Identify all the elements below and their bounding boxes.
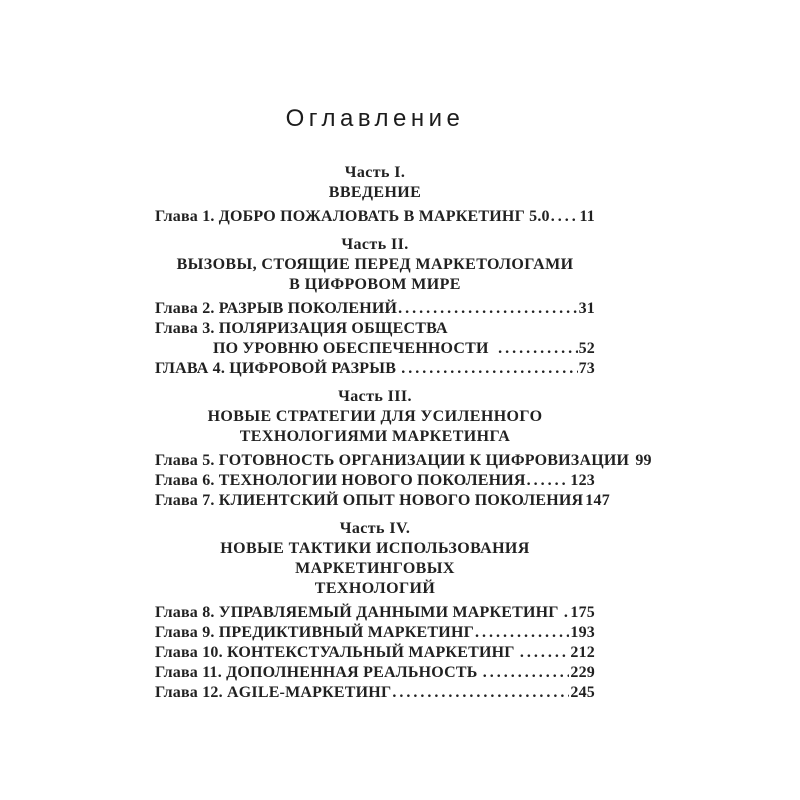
part-1-entries	[155, 207, 595, 227]
part-2-entries	[155, 299, 595, 379]
toc-entry-chapter-7	[155, 491, 610, 511]
toc-entry-chapter-12	[155, 683, 595, 703]
toc-part-2	[155, 235, 595, 379]
toc-entry-chapter-8	[155, 603, 595, 623]
entry-label: Глава 3. ПОЛЯРИЗАЦИЯ ОБЩЕСТВА	[155, 320, 448, 337]
part-2-title-line: ВЫЗОВЫ, СТОЯЩИЕ ПЕРЕД МАРКЕТОЛОГАМИ	[176, 256, 574, 273]
content-column	[155, 0, 652, 703]
dot-leader	[564, 603, 570, 623]
entry-continuation: ПО УРОВНЮ ОБЕСПЕЧЕННОСТИ	[213, 340, 498, 357]
entry-label: Глава 2. РАЗРЫВ ПОКОЛЕНИЙ	[155, 300, 398, 317]
toc-entry-chapter-11	[155, 663, 595, 683]
part-3-title-line: ТЕХНОЛОГИЯМИ МАРКЕТИНГА	[239, 428, 511, 445]
entry-page: 193	[570, 624, 595, 641]
entry-page: 175	[570, 604, 595, 621]
entry-page: 229	[570, 664, 595, 681]
entry-label: Глава 1. ДОБРО ПОЖАЛОВАТЬ В МАРКЕТИНГ 5.0	[155, 208, 550, 225]
entry-label: Глава 7. КЛИЕНТСКИЙ ОПЫТ НОВОГО ПОКОЛЕНИЯ	[155, 492, 584, 509]
part-1-heading: Часть I.	[344, 164, 406, 181]
entry-label: Глава 12. AGILE-МАРКЕТИНГ	[155, 684, 392, 701]
toc-entry-chapter-9	[155, 623, 595, 643]
entry-page: 99	[631, 452, 652, 469]
part-4-entries	[155, 603, 595, 703]
part-3-title-line: НОВЫЕ СТРАТЕГИИ ДЛЯ УСИЛЕННОГО	[207, 408, 543, 425]
part-4-heading: Часть IV.	[339, 520, 411, 537]
dot-leader	[398, 299, 577, 319]
entry-page: 212	[570, 644, 595, 661]
part-1-title-line: ВВЕДЕНИЕ	[328, 184, 422, 201]
entry-label: Глава 6. ТЕХНОЛОГИИ НОВОГО ПОКОЛЕНИЯ	[155, 472, 526, 489]
entry-page: 73	[578, 360, 595, 377]
toc-part-1	[155, 163, 595, 227]
dot-leader	[498, 339, 578, 359]
entry-page: 52	[578, 340, 595, 357]
toc-entry-chapter-5	[155, 451, 652, 471]
dot-leader	[401, 359, 577, 379]
dot-leader	[527, 471, 570, 491]
toc-entry-chapter-2	[155, 299, 595, 319]
page-title: Оглавление	[285, 105, 465, 132]
entry-label: Глава 5. ГОТОВНОСТЬ ОРГАНИЗАЦИИ К ЦИФРОВИЗАЦИИ	[155, 452, 630, 469]
entry-label: Глава 10. КОНТЕКСТУАЛЬНЫЙ МАРКЕТИНГ	[155, 644, 519, 661]
entry-page: 11	[579, 208, 595, 225]
toc-entry-chapter-10	[155, 643, 595, 663]
dot-leader	[551, 207, 579, 227]
entry-label: Глава 9. ПРЕДИКТИВНЫЙ МАРКЕТИНГ	[155, 624, 474, 641]
part-3-heading: Часть III.	[338, 388, 412, 405]
dot-leader	[520, 643, 570, 663]
toc-entry-chapter-3-line-2	[155, 339, 595, 359]
entry-label: ГЛАВА 4. ЦИФРОВОЙ РАЗРЫВ	[155, 360, 401, 377]
toc-entry-chapter-1	[155, 207, 595, 227]
part-2-heading: Часть II.	[341, 236, 409, 253]
part-3-entries	[155, 451, 652, 511]
toc-entry-chapter-3-line-1	[155, 319, 595, 339]
toc-part-3	[155, 387, 652, 511]
entry-page: 245	[570, 684, 595, 701]
entry-label: Глава 8. УПРАВЛЯЕМЫЙ ДАННЫМИ МАРКЕТИНГ	[155, 604, 563, 621]
toc-entry-chapter-6	[155, 471, 595, 491]
dot-leader	[475, 623, 569, 643]
entry-label: Глава 11. ДОПОЛНЕННАЯ РЕАЛЬНОСТЬ	[155, 664, 482, 681]
part-4-title-line: ТЕХНОЛОГИЙ	[314, 580, 436, 597]
part-4-title-line: НОВЫЕ ТАКТИКИ ИСПОЛЬЗОВАНИЯ МАРКЕТИНГОВЫХ	[220, 540, 530, 577]
entry-page: 31	[578, 300, 595, 317]
dot-leader	[392, 683, 569, 703]
toc-part-4	[155, 519, 595, 703]
dot-leader	[483, 663, 570, 683]
entry-page: 147	[585, 492, 610, 509]
entry-page: 123	[570, 472, 595, 489]
part-2-title-line: В ЦИФРОВОМ МИРЕ	[289, 276, 461, 293]
toc-entry-chapter-4	[155, 359, 595, 379]
